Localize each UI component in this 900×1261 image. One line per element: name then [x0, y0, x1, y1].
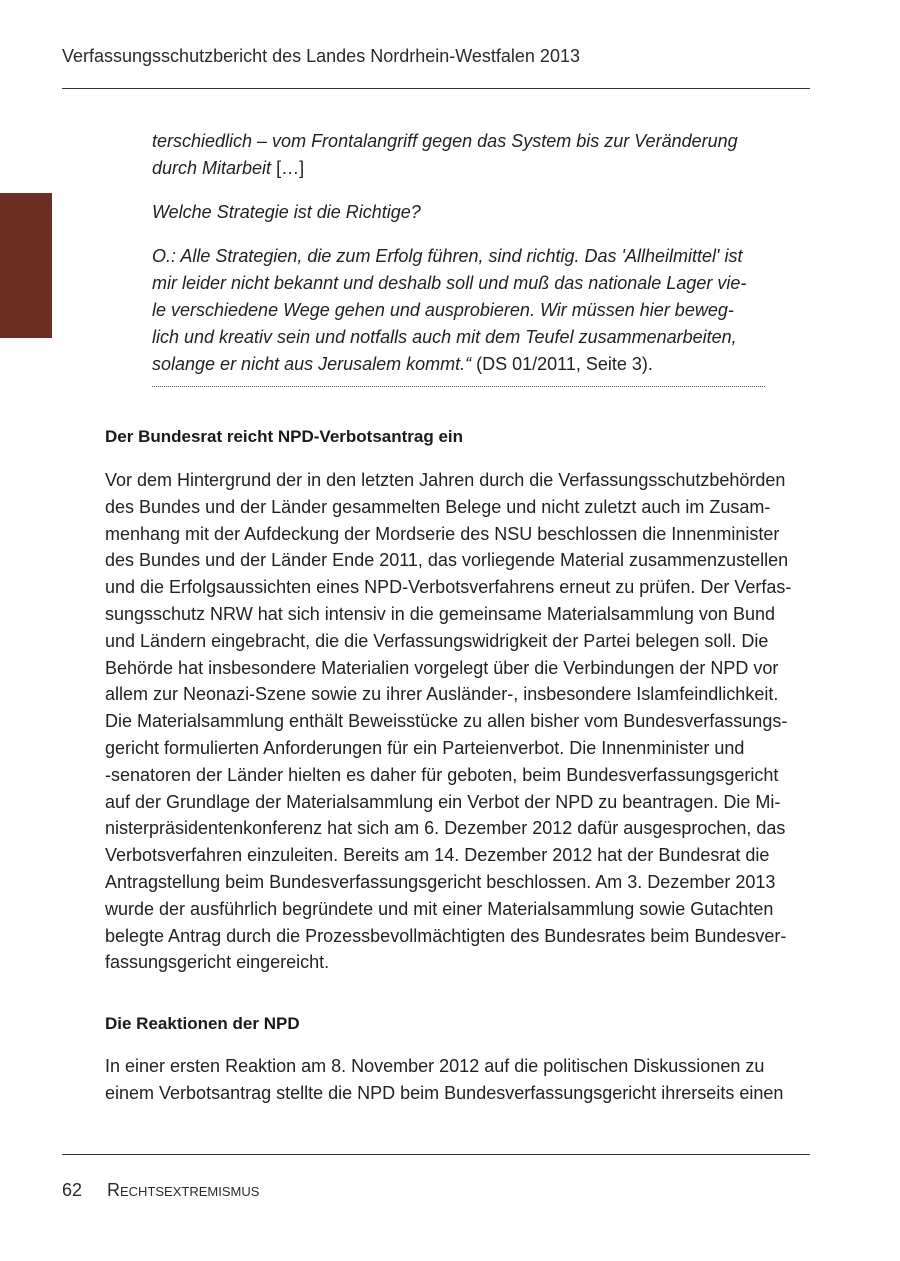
body-line: -senatoren der Länder hielten es daher für geboten, beim Bundesverfassungsgericht [105, 764, 779, 785]
quote-paragraph-3 [152, 243, 772, 378]
quote-paragraph-1 [152, 128, 772, 182]
body-line: und Ländern eingebracht, die die Verfassungswidrigkeit der Partei belegen soll. Die [105, 630, 769, 651]
body-line: Vor dem Hintergrund der in den letzten Jahren durch die Verfassungsschutzbehörden [105, 470, 786, 490]
body-line: Die Materialsammlung enthält Beweisstücke zu allen bisher vom Bundesverfassungs- [105, 711, 788, 732]
quote-line: le verschiedene Wege gehen und ausprobieren. Wir müssen hier beweg- [152, 300, 734, 320]
footer-rule [62, 1154, 810, 1155]
quote-line: lich und kreativ sein und notfalls auch mit dem Teufel zusammenarbeiten, [152, 327, 737, 347]
section-heading-reaktionen: Die Reaktionen der NPD [105, 1014, 300, 1033]
body-line: In einer ersten Reaktion am 8. November 2012 auf die politischen Diskussionen zu [105, 1056, 765, 1076]
body-line: einem Verbotsantrag stellte die NPD beim Bundesverfassungsgericht ihrerseits einen [105, 1082, 784, 1103]
quote-line: mir leider nicht bekannt und deshalb soll und muß das nationale Lager vie- [152, 273, 747, 293]
body-line: allem zur Neonazi-Szene sowie zu ihrer Ausländer-, insbesondere Islamfeindlichkeit. [105, 684, 779, 705]
quote-line: O.: Alle Strategien, die zum Erfolg führen, sind richtig. Das 'Allheilmittel' ist [152, 246, 743, 266]
body-line: wurde der ausführlich begründete und mit einer Materialsammlung sowie Gutachten [105, 898, 774, 919]
body-line: des Bundes und der Länder gesammelten Belege und nicht zuletzt auch im Zusam- [105, 496, 771, 517]
quote-line: terschiedlich – vom Frontalangriff gegen das System bis zur Veränderung [152, 131, 738, 151]
body-line: gericht formulierten Anforderungen für ein Parteienverbot. Die Innenminister und [105, 737, 745, 758]
body-line: Verbotsverfahren einzuleiten. Bereits am 14. Dezember 2012 hat der Bundesrat die [105, 845, 770, 866]
section-body-reaktionen [105, 1053, 815, 1107]
quote-ellipsis: […] [271, 158, 305, 178]
body-line: nisterpräsidentenkonferenz hat sich am 6. Dezember 2012 dafür ausgesprochen, das [105, 818, 786, 839]
body-line: Behörde hat insbesondere Materialien vorgelegt über die Verbindungen der NPD vor [105, 657, 779, 678]
page-number: 62 [62, 1180, 83, 1200]
body-line: und die Erfolgsaussichten eines NPD-Verbotsverfahrens erneut zu prüfen. Der Verfas- [105, 577, 792, 598]
body-line: menhang mit der Aufdeckung der Mordserie des NSU beschlossen die Innenminister [105, 523, 780, 544]
chapter-side-tab [0, 193, 52, 338]
section-heading-bundesrat: Der Bundesrat reicht NPD-Verbotsantrag ein [105, 427, 464, 446]
body-line: Antragstellung beim Bundesverfassungsgericht beschlossen. Am 3. Dezember 2013 [105, 871, 776, 892]
quote-citation: (DS 01/2011, Seite 3). [471, 354, 653, 374]
body-line: sungsschutz NRW hat sich intensiv in die gemeinsame Materialsammlung von Bund [105, 603, 775, 624]
quote-line: solange er nicht aus Jerusalem kommt.“ [152, 354, 472, 374]
header-rule [62, 88, 810, 89]
quote-dotted-separator [152, 386, 765, 387]
body-line: des Bundes und der Länder Ende 2011, das vorliegende Material zusammenzustellen [105, 550, 789, 571]
running-header: Verfassungsschutzbericht des Landes Nordrhein-Westfalen 2013 [62, 46, 580, 66]
quote-paragraph-2: Welche Strategie ist die Richtige? [152, 202, 421, 222]
body-line: fassungsgericht eingereicht. [105, 952, 330, 973]
body-line: belegte Antrag durch die Prozessbevollmächtigten des Bundesrates beim Bundesver- [105, 925, 787, 946]
quote-line: durch Mitarbeit [152, 158, 272, 178]
quote-block [152, 128, 772, 395]
section-body-bundesrat [105, 467, 815, 976]
body-line: auf der Grundlage der Materialsammlung ein Verbot der NPD zu beantragen. Die Mi- [105, 791, 781, 812]
footer-section-name: Rechtsextremismus [107, 1180, 260, 1200]
